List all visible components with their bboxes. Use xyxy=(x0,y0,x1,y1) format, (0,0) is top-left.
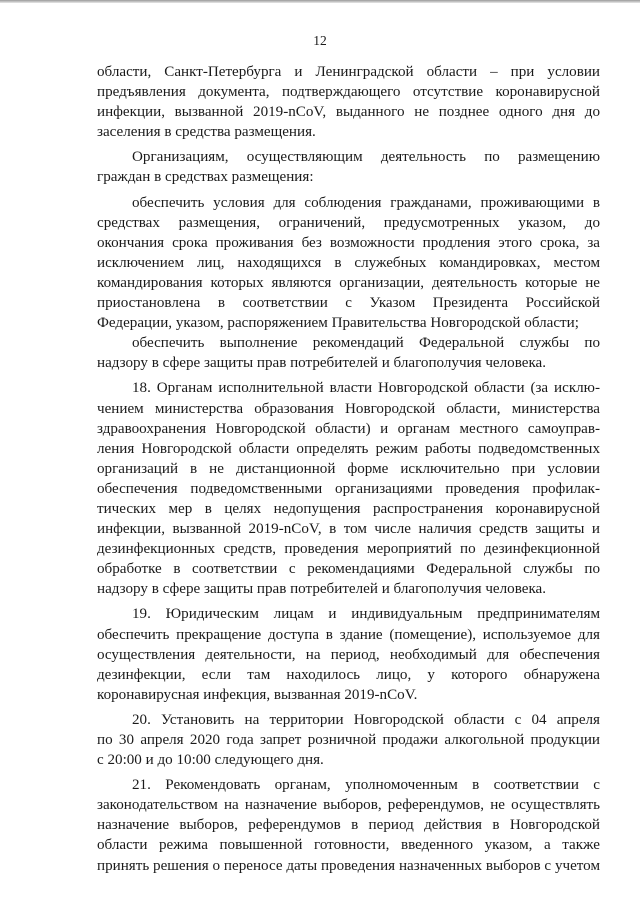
text-line: инфекции, вызванной 2019-nCoV, выданного не позднее одного дня до xyxy=(97,104,600,121)
text-line: дезинфекции, если там находилось лицо, у которого обнаружена xyxy=(97,666,600,683)
text-line: окончания срока проживания без возможности продления этого срока, за xyxy=(97,234,600,251)
text-line: области режима повышенной готовности, введенного указом, а также xyxy=(97,837,600,854)
text-line: осуществления деятельности, на период, необходимый для обеспечения xyxy=(97,646,600,663)
text-line: предъявления документа, подтверждающего отсутствие коронавирусной xyxy=(97,84,600,101)
text-line: Федерации, указом, распоряжением Правительства Новгородской области; xyxy=(97,315,579,332)
text-line: дезинфекционных средств, проведения мероприятий по дезинфекционной xyxy=(97,541,600,558)
text-line: коронавирусная инфекция, вызванная 2019-nCoV. xyxy=(97,686,418,703)
text-line: с 20:00 и до 10:00 следующего дня. xyxy=(97,752,324,769)
text-line: командирования которых являются организации, деятельность которые не xyxy=(97,274,600,291)
text-line: ления Новгородской области определять режим работы подведомственных xyxy=(97,440,600,457)
text-line: обеспечить прекращение доступа в здание (помещение), используемое для xyxy=(97,626,600,643)
text-line: принять решения о переносе даты проведения назначенных выборов с учетом xyxy=(97,857,600,874)
paragraph xyxy=(97,775,600,875)
text-line: обеспечения подведомственными организациями проведения профилак- xyxy=(97,480,600,497)
text-line: надзору в сфере защиты прав потребителей и благополучия человека. xyxy=(97,355,547,372)
text-line: по 30 апреля 2020 года запрет розничной продажи алкогольной продукции xyxy=(97,732,600,748)
text-line: средствах размещения, ограничений, предусмотренных указом, до xyxy=(97,214,600,231)
text-line: граждан в средствах размещения: xyxy=(97,169,314,186)
text-line: надзору в сфере защиты прав потребителей и благополучия человека. xyxy=(97,581,547,598)
text-line: законодательством на назначение выборов, референдумов, не осуществлять xyxy=(97,797,600,814)
paragraph xyxy=(97,62,600,142)
text-line: приостановлена в соответствии с Указом Президента Российской xyxy=(97,295,600,312)
text-line: обработке в соответствии с рекомендациями Федеральной службы по xyxy=(97,561,600,578)
paragraph xyxy=(97,193,600,334)
text-line: назначение выборов, референдумов в период действия в Новгородской xyxy=(97,817,600,834)
text-line: исключением лиц, находящихся в служебных командировках, местом xyxy=(97,254,600,271)
paragraph xyxy=(97,604,600,704)
text-line: 19. Юридическим лицам и индивидуальным предпринимателям xyxy=(132,606,600,623)
text-line: здравоохранения Новгородской области) и органам местного самоупрaв- xyxy=(97,420,600,437)
paragraph xyxy=(97,147,600,187)
scan-edge xyxy=(0,0,640,3)
paragraph xyxy=(97,710,600,770)
text-line: организаций в не дистанционной форме исключительно при условии xyxy=(97,460,600,477)
paragraph xyxy=(97,333,600,373)
text-line: заселения в средства размещения. xyxy=(97,124,316,141)
paragraph xyxy=(97,378,600,599)
text-line: 20. Установить на территории Новгородской области с 04 апреля xyxy=(132,711,600,728)
text-line: инфекции, вызванной 2019-nCoV, в том числе наличия средств защиты и xyxy=(97,521,600,538)
text-line: чением министерства образования Новгородской области, министерства xyxy=(97,400,600,417)
text-line: тических мер в целях недопущения распространения коронавирусной xyxy=(97,500,600,517)
text-line: Организациям, осуществляющим деятельность по размещению xyxy=(132,149,600,166)
text-line: обеспечить условия для соблюдения гражданами, проживающими в xyxy=(132,194,600,211)
text-line: 21. Рекомендовать органам, уполномоченным в соответствии с xyxy=(132,777,600,794)
text-line: обеспечить выполнение рекомендаций Федеральной службы по xyxy=(132,335,600,352)
document-body xyxy=(97,62,600,876)
page-number: 12 xyxy=(313,33,327,48)
text-line: области, Санкт-Петербурга и Ленинградской области – при условии xyxy=(97,64,600,80)
text-line: 18. Органам исполнительной власти Новгородской области (за исклю- xyxy=(132,380,600,397)
